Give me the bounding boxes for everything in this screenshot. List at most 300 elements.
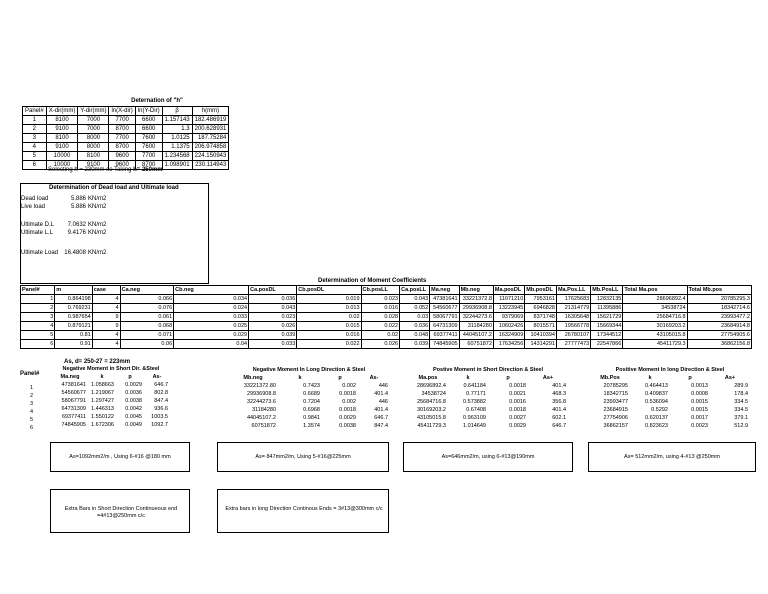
h-table-cell: 7000 xyxy=(78,125,109,134)
coeff-header-cell: Ma.neg xyxy=(430,286,459,295)
steel-group-header-cell: p xyxy=(688,375,692,381)
steel-group-cell: 0.0018 xyxy=(339,407,356,413)
coeff-cell: 16305648 xyxy=(556,313,590,322)
steel-group-row xyxy=(228,390,390,398)
steel-group-cell: 1.672306 xyxy=(91,422,114,428)
steel-group-cell: 0.7204 xyxy=(303,399,320,405)
steel-group-cell: 0.6689 xyxy=(303,391,320,397)
h-table-cell: 1.0125 xyxy=(162,134,192,143)
h-table-row xyxy=(23,152,229,161)
coeff-cell: 6946828 xyxy=(525,304,557,313)
coeff-cell: 19566778 xyxy=(556,322,590,331)
steel-group-cell: 0.536094 xyxy=(645,399,668,405)
coeff-cell: 23993477.2 xyxy=(687,313,751,322)
coeff-cell: 69377411 xyxy=(430,331,459,340)
coeff-cell: 17344512 xyxy=(591,331,623,340)
steel-group-row xyxy=(52,381,170,389)
coeff-cell: 0.81 xyxy=(55,331,92,340)
steel-group xyxy=(52,365,170,429)
h-table-cell: 230.114943 xyxy=(192,161,229,170)
steel-group-title: Negative Moment In Long Direction & Steel xyxy=(252,367,366,373)
load-label: Live load xyxy=(21,204,46,210)
coeff-cell: 0.033 xyxy=(174,313,249,322)
h-table-cell: 9100 xyxy=(46,143,78,152)
steel-group-cell: 33221372.80 xyxy=(243,383,276,389)
loads-title: Determination of Dead load and Ultimate load xyxy=(49,185,179,191)
h-table-cell: 7600 xyxy=(135,134,162,143)
h-table-header-cell: β xyxy=(162,107,192,116)
coeff-cell: 0.036 xyxy=(249,295,297,304)
steel-group-cell: 401.4 xyxy=(374,391,388,397)
coeff-cell: 0.026 xyxy=(249,322,297,331)
h-table-cell: 206.974858 xyxy=(192,143,229,152)
steel-group-row xyxy=(52,405,170,413)
steel-group-cell: 0.002 xyxy=(342,399,356,405)
coeff-cell: 0.02 xyxy=(361,331,400,340)
coeff-header-row xyxy=(21,286,752,295)
steel-group-cell: 0.641184 xyxy=(463,383,486,389)
steel-group-row xyxy=(590,422,750,430)
steel-group-row xyxy=(52,389,170,397)
steel-group-row xyxy=(408,382,568,390)
coeff-cell: 26780107 xyxy=(556,331,590,340)
coeff-cell: 8371748 xyxy=(525,313,557,322)
coeff-header-cell: Total Ma.pos xyxy=(623,286,687,295)
coeff-cell: 0.029 xyxy=(174,331,249,340)
steel-group-row xyxy=(590,414,750,422)
steel-group-header-cell: Mb.neg xyxy=(243,375,263,381)
steel-group-cell: 54560677 xyxy=(61,390,86,396)
steel-group-cell: 0.0045 xyxy=(125,414,142,420)
steel-group-row xyxy=(228,382,390,390)
load-unit: KN/m2 xyxy=(88,196,107,202)
h-table-cell: 6 xyxy=(23,161,47,170)
h-table-header-cell: h(mm) xyxy=(192,107,229,116)
coeff-header-cell: Cb.posDL xyxy=(297,286,361,295)
steel-group-header-cell: As+ xyxy=(724,375,736,381)
coeff-row xyxy=(21,313,752,322)
steel-group-cell: 0.5292 xyxy=(651,407,668,413)
h-table-cell: 9100 xyxy=(78,161,109,170)
h-table-cell: 10000 xyxy=(46,152,78,161)
steel-group-cell: 646.7 xyxy=(154,382,168,388)
h-table xyxy=(22,106,229,170)
steel-group-cell: 0.0021 xyxy=(509,391,526,397)
coeff-cell: 0.043 xyxy=(249,304,297,313)
steel-group-row xyxy=(228,422,390,430)
steel-panel-header: Panel# xyxy=(20,371,40,377)
coeff-cell: 0.016 xyxy=(361,304,400,313)
steel-group-cell: 23993477 xyxy=(603,399,628,405)
load-unit: KN/m2 xyxy=(88,222,107,228)
steel-group xyxy=(228,366,390,430)
coeff-cell: 0.033 xyxy=(249,340,297,349)
coeff-cell: 74845905 xyxy=(430,340,459,349)
load-label: Dead load xyxy=(21,196,49,202)
coeff-cell: 16324909 xyxy=(493,331,524,340)
load-unit: KN/m2 xyxy=(88,250,107,256)
coeff-cell: 60751872 xyxy=(459,340,493,349)
steel-group-cell: 1.446313 xyxy=(91,406,114,412)
coeff-cell: 25684716.8 xyxy=(623,313,687,322)
steel-group-row xyxy=(408,422,568,430)
coeff-cell: 0.013 xyxy=(297,304,361,313)
steel-group-cell: 45411729.3 xyxy=(417,423,446,429)
extra-long-box xyxy=(217,489,389,533)
coeff-cell: 0.036 xyxy=(400,322,430,331)
steel-group-header-cell: k xyxy=(100,374,104,380)
steel-group-cell: 31184280 xyxy=(251,407,276,413)
load-value: 9.4176 xyxy=(67,230,86,236)
coeff-cell: 0.071 xyxy=(120,331,174,340)
coeff-cell: 8015571 xyxy=(525,322,557,331)
coeff-cell: 10410394 xyxy=(525,331,557,340)
steel-group xyxy=(408,366,568,430)
coeff-cell: 36862156.8 xyxy=(687,340,751,349)
steel-group-cell: 1003.5 xyxy=(151,414,168,420)
coeff-row xyxy=(21,340,752,349)
steel-group-cell: 401.4 xyxy=(552,383,566,389)
h-table-header-cell: ln(X-dir) xyxy=(109,107,135,116)
steel-group-cell: 936.6 xyxy=(154,406,168,412)
coeff-cell: 45411729.3 xyxy=(623,340,687,349)
coeff-cell: 0.025 xyxy=(174,322,249,331)
coeff-cell: 0.052 xyxy=(400,304,430,313)
coeff-cell: 0.076 xyxy=(120,304,174,313)
steel-panel-number: 5 xyxy=(30,417,34,423)
coeff-cell: 17625683 xyxy=(556,295,590,304)
coeff-cell: 0.019 xyxy=(297,295,361,304)
h-table-cell: 9100 xyxy=(46,125,78,134)
steel-group-cell: 34538724 xyxy=(421,391,446,397)
steel-summary-box xyxy=(588,442,756,472)
steel-panel-number: 3 xyxy=(30,401,34,407)
coeff-cell: 14314291 xyxy=(525,340,557,349)
coeff-cell: 30169203.2 xyxy=(623,322,687,331)
steel-panel-number: 4 xyxy=(30,409,34,415)
steel-group-cell: 58067791 xyxy=(61,398,86,404)
steel-group-row xyxy=(590,382,750,390)
h-table-cell: 182.486919 xyxy=(192,116,229,125)
steel-group-header-row xyxy=(52,373,170,381)
steel-group-cell: 0.0023 xyxy=(691,423,708,429)
h-table-cell: 3 xyxy=(23,134,47,143)
coeff-cell: 0.028 xyxy=(361,313,400,322)
steel-group-row xyxy=(52,421,170,429)
coeff-cell: 2 xyxy=(21,304,55,313)
steel-group-row xyxy=(408,390,568,398)
coeff-cell: 20785295.3 xyxy=(687,295,751,304)
h-table-header-cell: ln(Y-Dir) xyxy=(135,107,162,116)
steel-panel-number: 1 xyxy=(30,385,34,391)
steel-panel-number: 6 xyxy=(30,425,34,431)
h-table-row xyxy=(23,125,229,134)
loads-box xyxy=(20,183,209,284)
coeff-cell: 0.039 xyxy=(249,331,297,340)
steel-group-header-cell: Ma.pos xyxy=(418,375,438,381)
coeff-row xyxy=(21,322,752,331)
h-table-cell: 2 xyxy=(23,125,47,134)
coeff-table xyxy=(20,285,752,349)
steel-group-cell: 0.823623 xyxy=(645,423,668,429)
h-table-header-cell: Y-dir(mm) xyxy=(78,107,109,116)
coeff-cell: 0.066 xyxy=(120,295,174,304)
coeff-cell: 12832135 xyxy=(591,295,623,304)
extra-short-text: Extra Bars in Short Direction Continueous end =4#13@250mm c/c xyxy=(64,506,178,519)
steel-group-header-cell: k xyxy=(298,375,302,381)
steel-group-title: Negative Moment in Short Dir. &Steel xyxy=(62,366,160,372)
steel-group-cell: 0.620137 xyxy=(645,415,668,421)
coeff-cell: 28696892.4 xyxy=(623,295,687,304)
coeff-header-cell: Mb.neg xyxy=(459,286,493,295)
load-label: Ultimate L.L xyxy=(21,230,54,236)
steel-summary-box xyxy=(217,442,389,472)
load-unit: KN/m2 xyxy=(88,204,107,210)
h-table-cell: 1.1375 xyxy=(162,143,192,152)
steel-group-cell: 30169203.2 xyxy=(416,407,446,413)
steel-group-cell: 18342715 xyxy=(603,391,628,397)
coeff-cell: 0.026 xyxy=(361,340,400,349)
coeff-cell: 47381641 xyxy=(430,295,459,304)
coeff-header-cell: Ma.posDL xyxy=(493,286,524,295)
coeff-cell: 6 xyxy=(21,340,55,349)
steel-group-cell: 43105015.8 xyxy=(416,415,446,421)
h-table-cell: 6600 xyxy=(135,116,162,125)
coeff-cell: 9379069 xyxy=(493,313,524,322)
steel-group-header-cell: As+ xyxy=(542,375,554,381)
coeff-row xyxy=(21,331,752,340)
steel-group-cell: 44045107.2 xyxy=(246,415,276,421)
steel-group-table xyxy=(590,374,750,430)
h-table-cell: 9600 xyxy=(109,161,135,170)
steel-group-cell: 356.8 xyxy=(552,399,566,405)
coeff-cell: 15669344 xyxy=(591,322,623,331)
coeff-cell: 43105015.8 xyxy=(623,331,687,340)
coeff-cell: 54560677 xyxy=(430,304,459,313)
load-value: 7.0632 xyxy=(67,222,86,228)
coeff-header-cell: Ca.posDL xyxy=(249,286,297,295)
coeff-header-cell: Cb.neg xyxy=(174,286,249,295)
coeff-cell: 9 xyxy=(92,322,120,331)
steel-group-cell: 0.0018 xyxy=(509,383,526,389)
steel-group-cell: 0.77171 xyxy=(466,391,486,397)
steel-group-cell: 69377411 xyxy=(61,414,86,420)
steel-summary-text: As=646mm2/m, using 6-#13@190mm xyxy=(441,454,535,460)
coeff-cell: 1 xyxy=(21,295,55,304)
coeff-cell: 10602426 xyxy=(493,322,524,331)
coeff-cell: 4 xyxy=(92,304,120,313)
steel-group-cell: 36862157 xyxy=(603,423,628,429)
steel-group-cell: 0.0015 xyxy=(691,407,708,413)
steel-group-cell: 1.297427 xyxy=(91,398,114,404)
steel-group-cell: 646.7 xyxy=(374,415,388,421)
steel-group-cell: 1.014649 xyxy=(463,423,486,429)
coeff-cell: 0.03 xyxy=(400,313,430,322)
steel-group-cell: 0.0029 xyxy=(509,423,526,429)
h-table-header-row xyxy=(23,107,229,116)
coeff-cell: 0.864198 xyxy=(55,295,92,304)
steel-group-cell: 0.0018 xyxy=(509,407,526,413)
coeff-header-cell: Ma.Pos.LL xyxy=(556,286,590,295)
load-unit: KN/m2 xyxy=(88,230,107,236)
steel-summary-text: As= 847mm2/m, Using 5-#16@225mm xyxy=(255,454,351,460)
coeff-cell: 0.039 xyxy=(400,340,430,349)
steel-group-header-row xyxy=(408,374,568,382)
steel-group-cell: 802.8 xyxy=(154,390,168,396)
extra-long-text: Extra bars in long Direction Continous Ends = 3#13@300mm c/c xyxy=(225,506,383,512)
steel-group-cell: 23684915 xyxy=(603,407,628,413)
steel-group-header-cell: As- xyxy=(152,374,162,380)
steel-group xyxy=(590,366,750,430)
steel-group-table xyxy=(228,374,390,430)
coeff-cell: 0.023 xyxy=(249,313,297,322)
coeff-cell: 22547866 xyxy=(591,340,623,349)
coeff-cell: 34538724 xyxy=(623,304,687,313)
steel-group-cell: 0.0038 xyxy=(339,423,356,429)
coeff-cell: 0.068 xyxy=(120,322,174,331)
h-table-cell: 8100 xyxy=(78,152,109,161)
steel-group-cell: 64731309 xyxy=(61,406,86,412)
h-determination-table-wrap xyxy=(22,98,229,170)
steel-group-cell: 847.4 xyxy=(154,398,168,404)
h-table-cell: 8100 xyxy=(46,134,78,143)
steel-group-cell: 0.0016 xyxy=(509,399,526,405)
coeff-cell: 17634256 xyxy=(493,340,524,349)
coeff-header-cell: Ca.neg xyxy=(120,286,174,295)
steel-group-header-cell: p xyxy=(338,375,342,381)
coeff-cell: 0.061 xyxy=(120,313,174,322)
coeff-cell: 4 xyxy=(92,295,120,304)
steel-group-cell: 29936908.8 xyxy=(246,391,276,397)
coeff-cell: 0.04 xyxy=(174,340,249,349)
h-table-cell: 200.628931 xyxy=(192,125,229,134)
coeff-cell: 18342714.6 xyxy=(687,304,751,313)
coeff-row xyxy=(21,304,752,313)
steel-group-table xyxy=(408,374,568,430)
steel-group-cell: 646.7 xyxy=(552,423,566,429)
steel-group-header-cell: As- xyxy=(369,375,379,381)
coeff-header-cell: Total Mb.pos xyxy=(687,286,751,295)
coeff-cell: 32244273.6 xyxy=(459,313,493,322)
coeff-title: Determination of Moment Coefficients xyxy=(318,278,427,284)
h-table-cell: 1.098901 xyxy=(162,161,192,170)
steel-group-header-cell: k xyxy=(648,375,652,381)
steel-group-cell: 847.4 xyxy=(374,423,388,429)
load-label: Ultimate Load xyxy=(21,250,59,256)
steel-group-cell: 0.0015 xyxy=(691,399,708,405)
steel-group-cell: 1.058663 xyxy=(91,382,114,388)
steel-group-cell: 0.0036 xyxy=(125,390,142,396)
coeff-cell: 0.06 xyxy=(120,340,174,349)
coeff-cell: 9 xyxy=(92,313,120,322)
steel-group-cell: 60751872 xyxy=(251,423,276,429)
coeff-cell: 23684914.8 xyxy=(687,322,751,331)
coeff-cell: 0.034 xyxy=(174,295,249,304)
steel-group-cell: 0.0018 xyxy=(339,391,356,397)
coeff-cell: 4 xyxy=(92,331,120,340)
h-table-cell: 187.75284 xyxy=(192,134,229,143)
extra-short-box xyxy=(50,489,190,533)
steel-group-cell: 0.6968 xyxy=(303,407,320,413)
steel-group-cell: 20785295 xyxy=(603,383,628,389)
steel-group-cell: 602.1 xyxy=(552,415,566,421)
steel-group-cell: 0.0013 xyxy=(691,383,708,389)
coeff-cell: 0.016 xyxy=(297,331,361,340)
coeff-row xyxy=(21,295,752,304)
steel-group-cell: 0.573882 xyxy=(463,399,486,405)
h-table-cell: 8700 xyxy=(135,161,162,170)
coeff-cell: 3 xyxy=(21,313,55,322)
steel-group-cell: 47381641 xyxy=(61,382,86,388)
coeff-cell: 0.769231 xyxy=(55,304,92,313)
coeff-cell: 0.022 xyxy=(297,340,361,349)
steel-summary-box xyxy=(403,442,573,472)
h-table-header-cell: X-dir(mm) xyxy=(46,107,78,116)
steel-group-cell: 0.67408 xyxy=(466,407,486,413)
steel-group-cell: 334.5 xyxy=(734,399,748,405)
steel-group-row xyxy=(408,398,568,406)
steel-group-cell: 401.4 xyxy=(374,407,388,413)
coeff-cell: 0.879121 xyxy=(55,322,92,331)
coeff-cell: 0.048 xyxy=(400,331,430,340)
steel-group-header-row xyxy=(228,374,390,382)
steel-group-header-cell: k xyxy=(466,375,470,381)
steel-group-table xyxy=(52,373,170,429)
coeff-cell: 0.015 xyxy=(297,322,361,331)
h-table-header-cell: Panel# xyxy=(23,107,47,116)
steel-group-cell: 178.4 xyxy=(734,391,748,397)
steel-group-cell: 1.3574 xyxy=(303,423,320,429)
steel-group-cell: 25684716.8 xyxy=(416,399,446,405)
h-table-cell: 8700 xyxy=(109,125,135,134)
coeff-table-wrap xyxy=(20,285,752,349)
coeff-cell: 7953161 xyxy=(525,295,557,304)
h-table-cell: 1 xyxy=(23,116,47,125)
coeff-header-cell: m xyxy=(55,286,92,295)
steel-group-row xyxy=(590,390,750,398)
h-table-row xyxy=(23,143,229,152)
h-table-cell: 8000 xyxy=(78,134,109,143)
coeff-cell: 64731309 xyxy=(430,322,459,331)
h-table-row xyxy=(23,116,229,125)
steel-group-row xyxy=(228,406,390,414)
steel-group-header-cell: Ma.neg xyxy=(60,374,80,380)
steel-group-header-cell: p xyxy=(128,374,132,380)
coeff-cell: 13223945 xyxy=(493,304,524,313)
steel-group-header-cell: Mb.Pos xyxy=(600,375,620,381)
h-table-cell: 8100 xyxy=(46,116,78,125)
coeff-cell: 0.022 xyxy=(361,322,400,331)
coeff-cell: 0.91 xyxy=(55,340,92,349)
steel-group-cell: 0.464413 xyxy=(645,383,668,389)
selecting-h-text: Selecting h = 230mm so Taking h= 250mm xyxy=(48,167,163,173)
steel-group-cell: 0.0017 xyxy=(691,415,708,421)
steel-group-cell: 1.550122 xyxy=(91,414,114,420)
load-value: 16.4808 xyxy=(64,250,86,256)
steel-group-cell: 379.1 xyxy=(734,415,748,421)
steel-group-cell: 0.0042 xyxy=(125,406,142,412)
coeff-cell: 33221372.8 xyxy=(459,295,493,304)
h-table-cell: 5 xyxy=(23,152,47,161)
steel-group-row xyxy=(408,406,568,414)
h-table-cell: 1.157143 xyxy=(162,116,192,125)
steel-group-cell: 1.219067 xyxy=(91,390,114,396)
steel-group-cell: 0.7423 xyxy=(303,383,320,389)
steel-group-row xyxy=(408,414,568,422)
h-table-cell: 7700 xyxy=(109,116,135,125)
steel-panel-column xyxy=(30,384,33,432)
steel-summary-text: As=1092mm2/m , Using 6-#16 @180 mm xyxy=(69,454,171,460)
